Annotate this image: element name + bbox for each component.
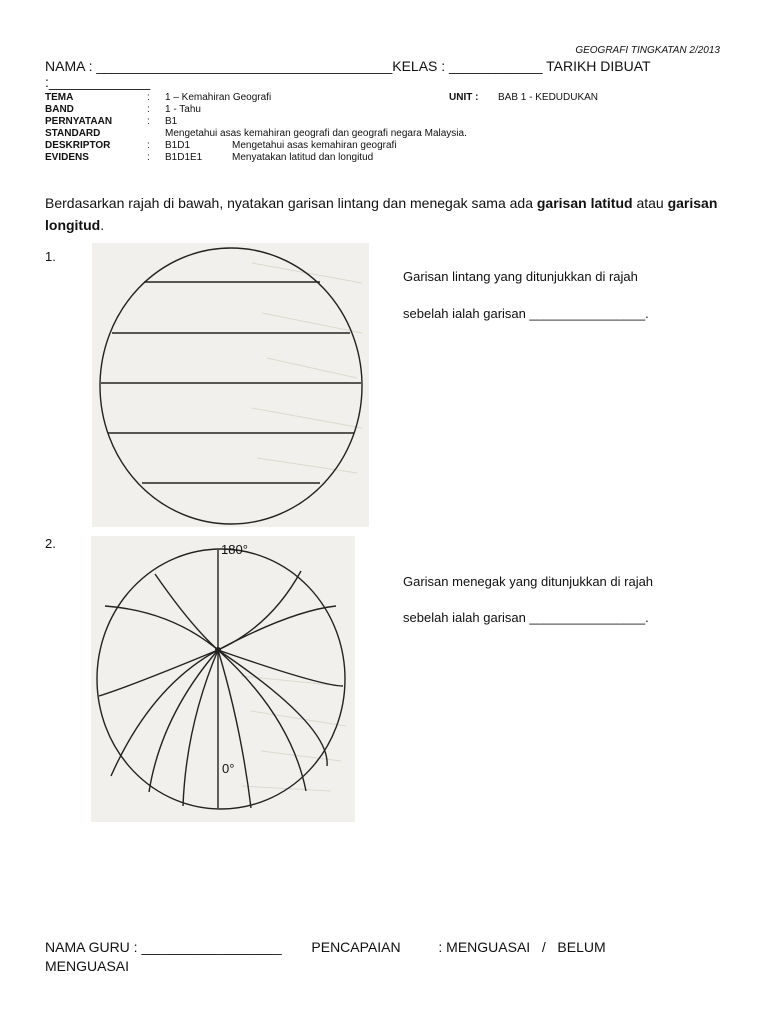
kelas-label: KELAS : <box>392 58 450 74</box>
meta-value: 1 – Kemahiran Geografi <box>165 92 272 103</box>
meta-value: B1 <box>165 116 178 127</box>
question-2-line-1: Garisan menegak yang ditunjukkan di rajah <box>403 574 654 589</box>
meta-key: PERNYATAAN <box>45 116 113 127</box>
unit-value: BAB 1 - KEDUDUKAN <box>498 92 599 103</box>
question-2-number: 2. <box>45 536 56 551</box>
meta-key: DESKRIPTOR <box>45 140 111 151</box>
nama-blank[interactable]: ______________________________________ <box>96 58 393 74</box>
intro-text: . <box>100 217 105 233</box>
intro-text: atau <box>632 195 668 211</box>
instructions <box>45 192 725 236</box>
intro-bold-longitud: garisan longitud <box>45 195 718 233</box>
meta-row-standard <box>45 128 695 140</box>
pencapaian-options[interactable]: : MENGUASAI / BELUM <box>438 939 606 955</box>
pencapaian-label: PENCAPAIAN <box>311 939 401 955</box>
meta-key: STANDARD <box>45 128 101 139</box>
meta-value-2: Menyatakan latitud dan longitud <box>232 152 374 163</box>
kelas-blank[interactable]: ____________ <box>449 58 543 74</box>
meta-colon: : <box>147 140 150 151</box>
question-1-line-2[interactable]: sebelah ialah garisan ________________. <box>403 306 649 321</box>
meta-row-evidens <box>45 152 695 164</box>
footer <box>45 938 725 976</box>
meta-key: TEMA <box>45 92 74 103</box>
meta-row-band <box>45 104 695 116</box>
question-1-line-1: Garisan lintang yang ditunjukkan di rajah <box>403 269 638 284</box>
meta-colon: : <box>147 152 150 163</box>
figure-longitude-globe <box>91 536 355 822</box>
label-180-degree: 180° <box>221 542 248 557</box>
meta-colon: : <box>147 116 150 127</box>
latitude-globe-svg <box>92 243 369 527</box>
figure-latitude-globe <box>92 243 369 527</box>
meta-row-pernyataan <box>45 116 695 128</box>
tarikh-blank[interactable]: :_____________ <box>45 74 151 90</box>
meta-key: EVIDENS <box>45 152 89 163</box>
meta-value: B1D1 <box>165 140 191 151</box>
tarikh-label: TARIKH DIBUAT <box>542 58 651 74</box>
meta-value: Mengetahui asas kemahiran geografi dan geografi negara Malaysia. <box>165 128 467 139</box>
meta-row-deskriptor <box>45 140 695 152</box>
nama-guru[interactable]: NAMA GURU : __________________ <box>45 939 282 955</box>
meta-colon: : <box>147 104 150 115</box>
student-info-row <box>45 58 735 90</box>
meta-value-2: Mengetahui asas kemahiran geografi <box>232 140 397 151</box>
meta-value: 1 - Tahu <box>165 104 201 115</box>
intro-text: Berdasarkan rajah di bawah, nyatakan garisan lintang dan menegak sama ada <box>45 195 537 211</box>
question-1-number: 1. <box>45 249 56 264</box>
subject-header: GEOGRAFI TINGKATAN 2/2013 <box>575 45 720 56</box>
pole-dot <box>215 647 221 653</box>
label-0-degree: 0° <box>222 761 235 776</box>
meta-colon: : <box>147 92 150 103</box>
intro-bold-latitud: garisan latitud <box>536 195 633 211</box>
longitude-globe-svg <box>91 536 355 822</box>
nama-label: NAMA : <box>45 58 97 74</box>
meta-value: B1D1E1 <box>165 152 203 163</box>
pencapaian-options-line-2: MENGUASAI <box>45 958 130 974</box>
unit-label: UNIT : <box>449 92 479 103</box>
meta-key: BAND <box>45 104 74 115</box>
question-2-line-2[interactable]: sebelah ialah garisan ________________. <box>403 610 649 625</box>
